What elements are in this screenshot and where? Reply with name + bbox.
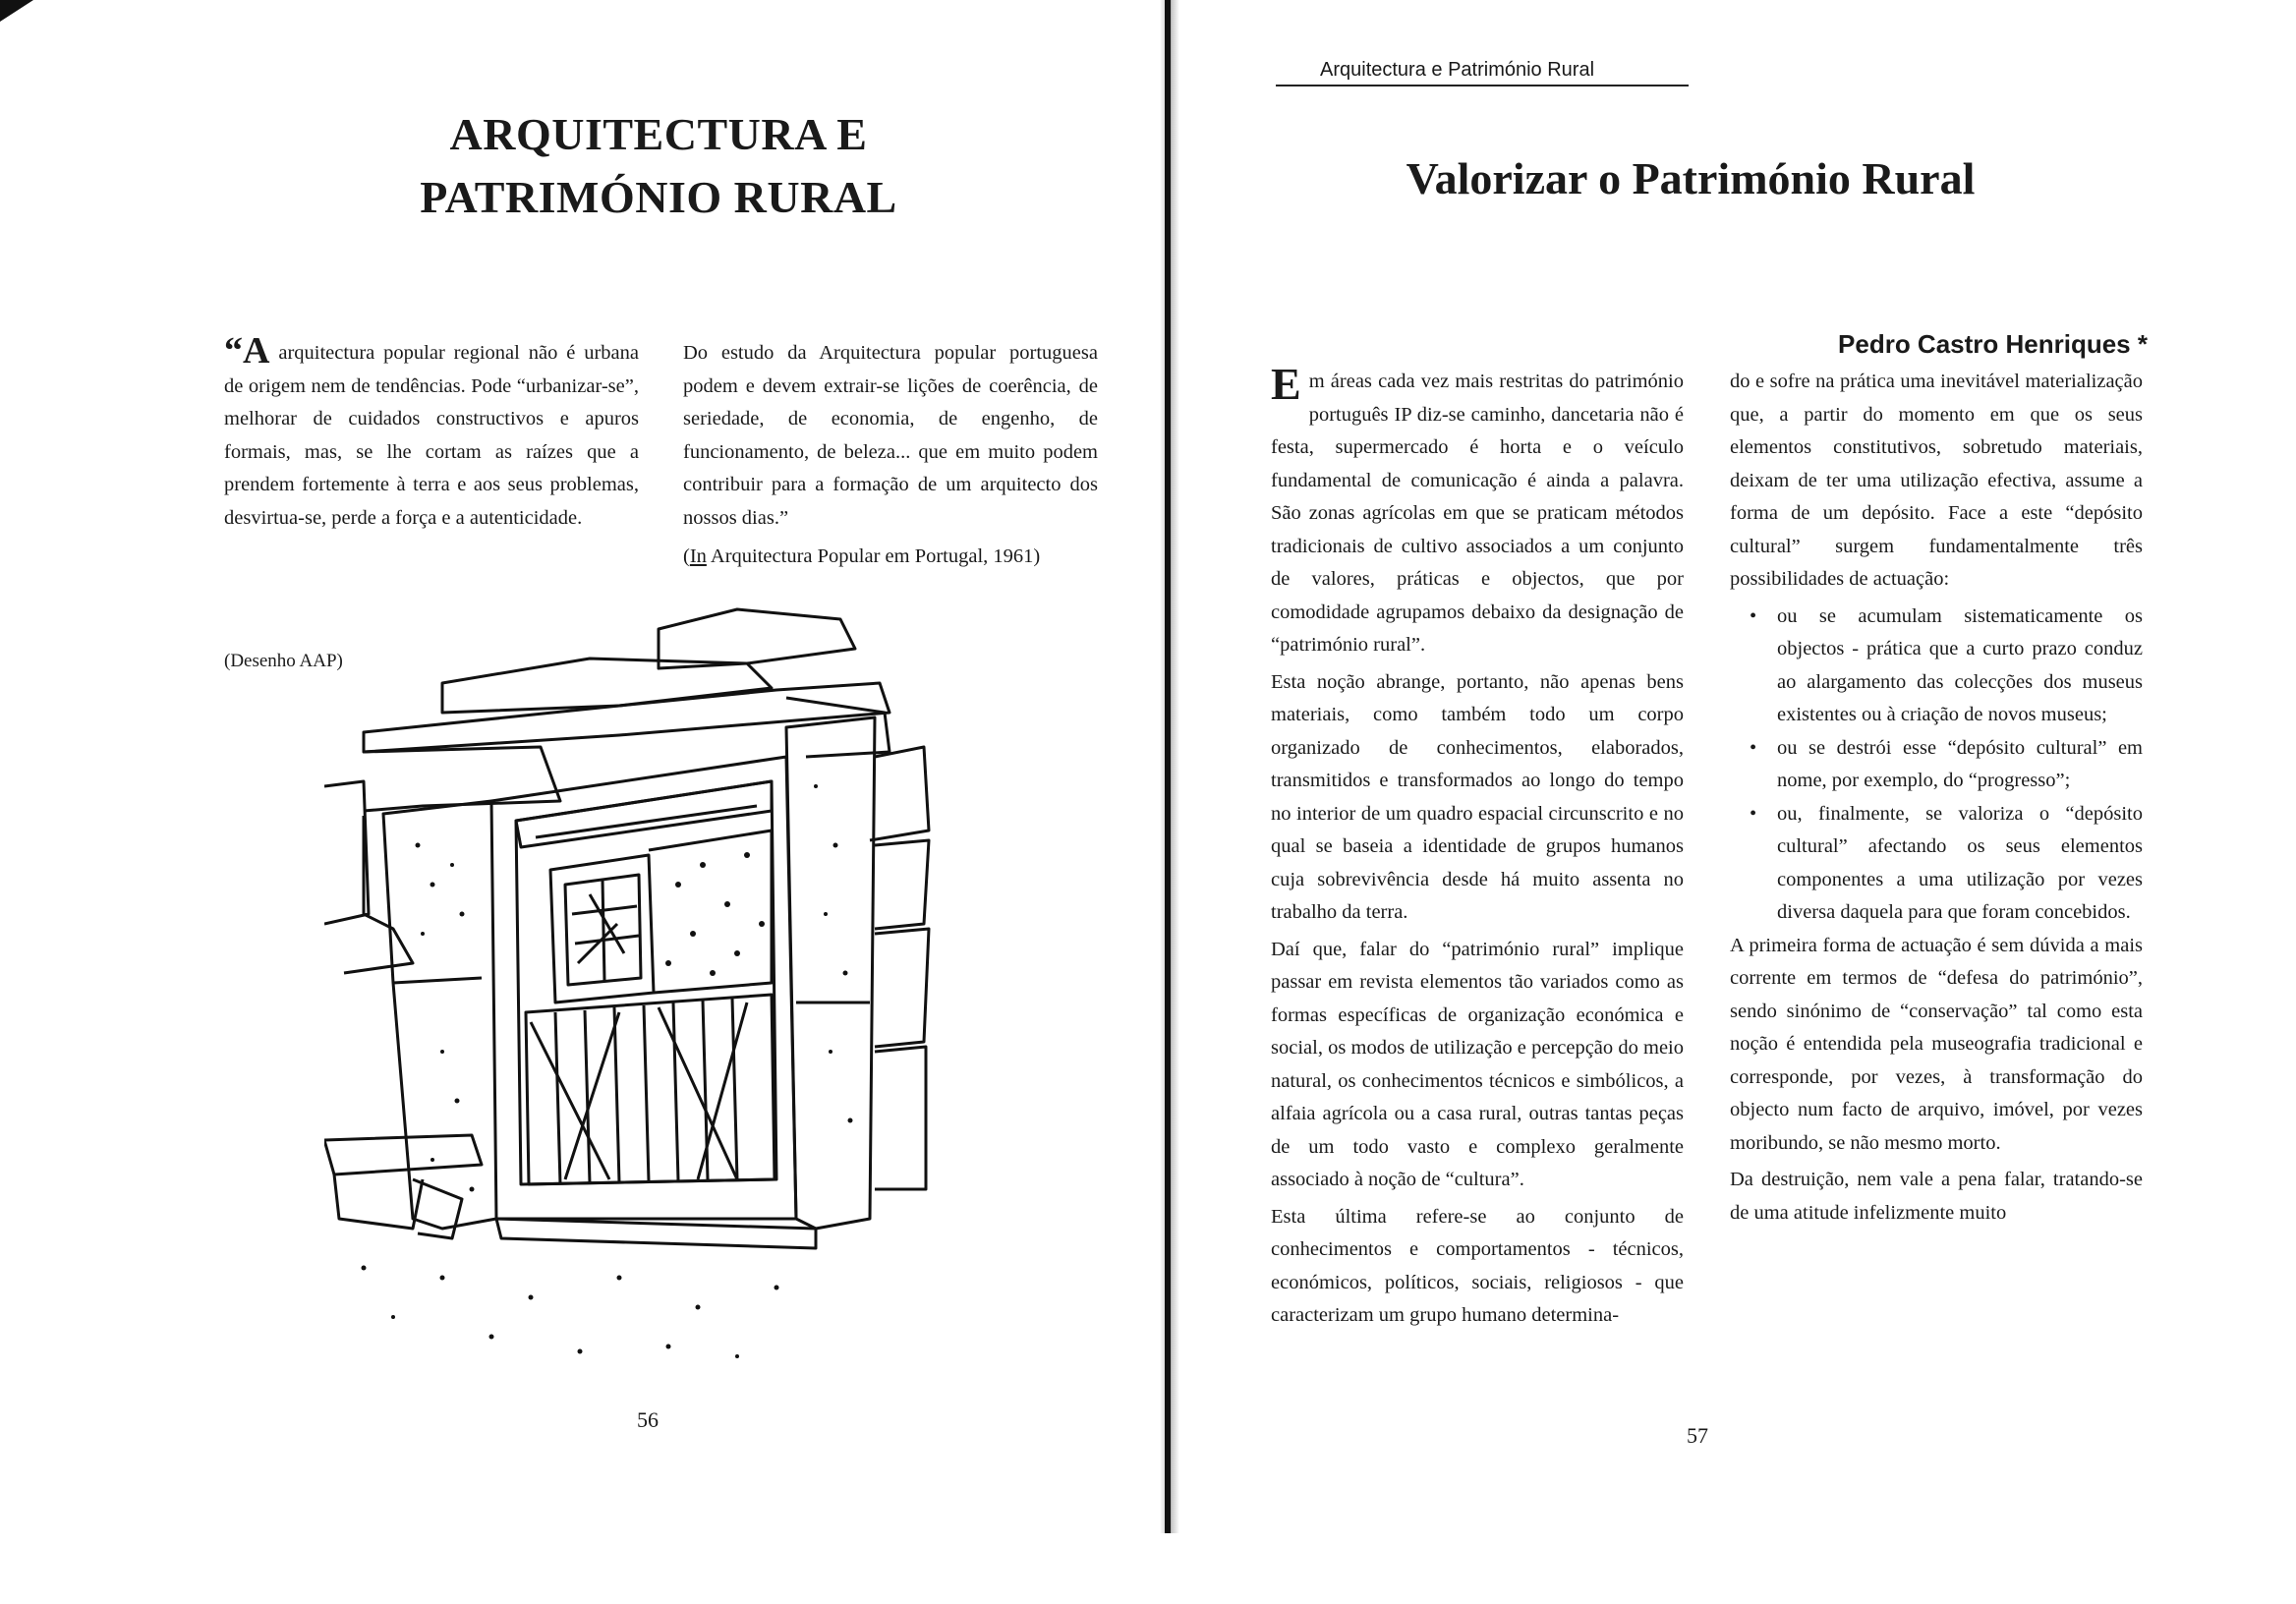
article-column-2: [1730, 366, 2143, 1230]
quote-column-2: [683, 337, 1098, 574]
source-in: In: [689, 545, 707, 567]
options-list: [1730, 601, 2143, 930]
source-open-paren: (: [683, 545, 690, 567]
chapter-title: [373, 103, 944, 229]
drop-cap: E: [1271, 359, 1301, 409]
running-header: [1276, 59, 1689, 86]
paragraph-5: do e sofre na prática uma inevitável materialização que, a partir do momento em que os seus elementos constitutivos, sobretudo materiais, deixam de ter uma utilização efectiva, assume a forma de um depósito. Face a este “depósito cultural” surgem fundamentalmente três possibilidades de actuação:: [1730, 371, 2143, 590]
article-author: Pedro Castro Henriques *: [1838, 329, 2148, 359]
stone-doorway-illustration: [324, 590, 934, 1376]
book-spine: [1165, 0, 1171, 1533]
quote-source: [683, 541, 1098, 574]
scan-corner-mark: [0, 0, 33, 22]
paragraph-1-text: m áreas cada vez mais restritas do património português IP diz-se caminho, dancetaria não é festa, supermercado é horta e o veículo fundamental de comunicação é ainda a palavra. São zonas agrícolas em que se praticam métodos tradicionais de cultivo associados a um conjunto de valores, práticas e objectos, que por comodidade agrupamos debaixo da designação de “património rural”.: [1271, 371, 1684, 656]
opening-quote-mark: “: [224, 330, 243, 372]
page-number-right: 57: [1687, 1423, 1708, 1448]
paragraph-6: A primeira forma de actuação é sem dúvida a mais corrente em termos de “defesa do património”, sendo sinónimo de “conservação” tal como esta noção é entendida pela museografia tradicional e corresponde, por vezes, à transformação do objecto num facto de arquivo, imóvel, por vezes moribundo, se não mesmo morto.: [1730, 934, 2143, 1154]
paragraph-4: Esta última refere-se ao conjunto de conhecimentos e comportamentos - técnicos, económicos, políticos, sociais, religiosos - que caracterizam um grupo humano determina-: [1271, 1205, 1684, 1326]
quote-column-1: [224, 330, 639, 535]
quote-initial: A: [243, 330, 270, 372]
paragraph-3: Daí que, falar do “património rural” implique passar em revista elementos tão variados como as formas específicas de organização económica e social, os modos de utilização e percepção do meio natural, os conhecimentos técnicos e simbólicos, a alfaia agrícola ou a casa rural, outras tantas peças de um todo vasto e complexo geralmente associado à noção de “cultura”.: [1271, 938, 1684, 1190]
quote-text-1: arquitectura popular regional não é urbana de origem nem de tendências. Pode “urbanizar-se”, melhorar de cuidados constructivos e apuros formais, mas, se lhe cortam as raízes que a prendem fortemente à terra e aos seus problemas, desvirtua-se, perde a força e a autenticidade.: [224, 342, 639, 529]
paragraph-2: Esta noção abrange, portanto, não apenas bens materiais, como também todo um corpo organizado de conhecimentos, elaborados, transmitidos e transformados ao longo do tempo no interior de um quadro espacial circunscrito e no qual se baseia a identidade de grupos humanos cuja sobrevivência desde há muito assenta no trabalho da terra.: [1271, 670, 1684, 923]
article-title: Valorizar o Património Rural: [1406, 153, 1976, 203]
page-number-left: 56: [637, 1407, 659, 1432]
running-header-text: Arquitectura e Património Rural: [1320, 59, 1595, 81]
chapter-title-line-2: PATRIMÓNIO RURAL: [420, 172, 897, 222]
paragraph-7: Da destruição, nem vale a pena falar, tratando-se de uma atitude infelizmente muito: [1730, 1169, 2143, 1224]
article-column-1: [1271, 359, 1684, 1333]
list-item: • ou se destrói esse “depósito cultural” em nome, por exemplo, do “progresso”;: [1730, 732, 2143, 798]
quote-text-2: Do estudo da Arquitectura popular portuguesa podem e devem extrair-se lições de coerência, de seriedade, de economia, de engenho, de funcionamento, de beleza... que em muito podem contribuir para a formação de um arquitecto dos nossos dias.”: [683, 342, 1098, 529]
list-item: • ou se acumulam sistematicamente os objectos - prática que a curto prazo conduz ao alargamento das colecções dos museus existentes ou à criação de novos museus;: [1730, 601, 2143, 732]
illustration-caption: (Desenho AAP): [224, 651, 343, 671]
list-item: • ou, finalmente, se valoriza o “depósito cultural” afectando os seus elementos componentes a uma utilização por vezes diversa daquela para que foram concebidos.: [1730, 798, 2143, 930]
chapter-title-line-1: ARQUITECTURA E: [449, 109, 868, 159]
paragraph-1: [1271, 359, 1684, 662]
source-text: Arquitectura Popular em Portugal, 1961): [710, 545, 1041, 567]
